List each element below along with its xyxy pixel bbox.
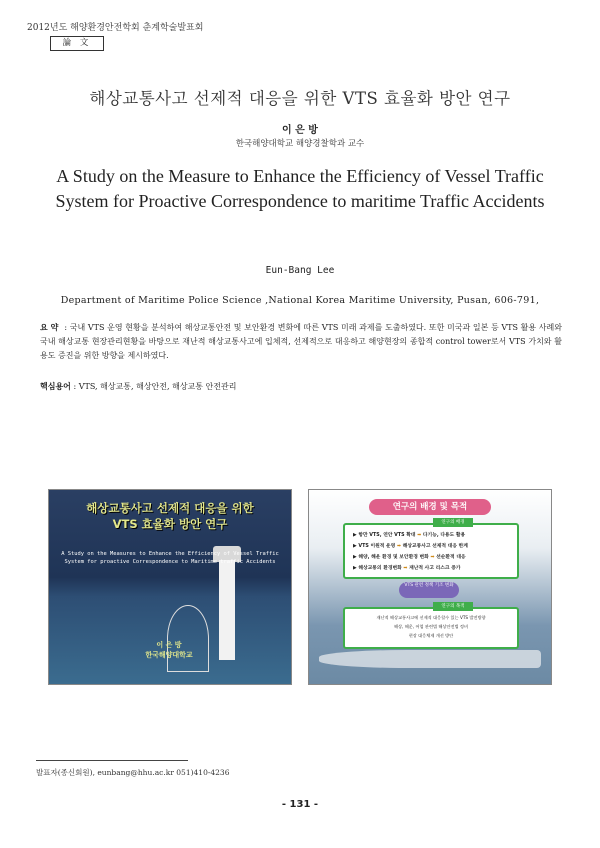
slide1-author [109, 640, 229, 660]
arrow-icon: ➡ [430, 555, 435, 560]
abstract [40, 321, 562, 363]
arrow-icon: ➡ [403, 566, 408, 571]
affiliation-english: Department of Maritime Police Science ,National Korea Maritime University, Pusan, 606-791, [60, 295, 540, 306]
row-right: 선순환적 대응 [436, 555, 466, 560]
slide2-heading: 연구의 배경 및 목적 [369, 499, 491, 515]
footnote: 발표자(종신회원), eunbang@hhu.ac.kr 051)410-4236 [36, 768, 230, 777]
title-slide-image [48, 489, 292, 685]
background-tab: 연구의 배경 [433, 518, 473, 527]
purpose-box [343, 604, 519, 649]
background-row: ▶ VTS 이원적 운영 ➡ 해상교통사고 선제적 대응 한계 [353, 544, 468, 549]
purpose-line: 해상, 해운, 어업 관련법 해상안전법 정비 [393, 624, 469, 629]
slide1-author-name: 이 은 방 [156, 641, 182, 649]
row-left: VTS 이원적 운영 [358, 544, 396, 549]
slide1-title [49, 500, 291, 532]
row-right: 재난적 사고 리스크 증가 [409, 566, 461, 571]
slide1-subtitle: A Study on the Measures to Enhance the Efficiency of Vessel Traffic System for proactive Correspondence to Maritime traffic Accidents [61, 551, 279, 565]
abstract-text: : 국내 VTS 운영 현황을 분석하여 해상교통안전 및 보안환경 변화에 따른 VTS 미래 과제를 도출하였다. 또한 미국과 일본 등 VTS 활용 사례와 국내 해상교통 현장관리현황을 바탕으로 재난적 해상교통사고에 입체적, 선제적으로 대응하고 해양현장의 종합적 control tower로서 VTS 가치와 활용도 증진을 위한 방향을 제시하였다. [40, 323, 562, 360]
slide1-title-line2: VTS 효율화 방안 연구 [112, 517, 228, 531]
purpose-line: 재난적 해상교통사고에 선제적 대응할수 있는 VTS 발전방향 [376, 615, 486, 620]
paper-title-english: A Study on the Measure to Enhance the Efficiency of Vessel Traffic System for Proactive Correspondence to maritime Traffic Accidents [55, 166, 545, 211]
row-left: 항만 VTS, 연안 VTS 확대 [358, 533, 416, 538]
conference-header: 2012년도 해양환경안전학회 춘계학술발표회 [27, 23, 204, 33]
arrow-icon: ➡ [417, 533, 422, 538]
keywords-label: 핵심용어 [40, 382, 71, 391]
antenna-structure [167, 605, 209, 672]
slide1-affiliation: 한국해양대학교 [145, 651, 193, 659]
author-name-english: Eun-Bang Lee [265, 265, 335, 276]
background-purpose-slide-image [308, 489, 552, 685]
affiliation-korean: 한국해양대학교 해양경찰학과 교수 [235, 139, 365, 149]
paper-type-badge: 論 文 [50, 36, 104, 51]
purpose-tab: 연구의 목적 [433, 602, 473, 611]
background-row: ▶ 해상교통의 환경변화 ➡ 재난적 사고 리스크 증가 [353, 566, 461, 571]
row-right: 해상교통사고 선제적 대응 한계 [402, 544, 468, 549]
slide1-title-line1: 해상교통사고 선제적 대응을 위한 [86, 501, 254, 515]
policy-shift-badge: VTS 관련 정책 기조 변화 [399, 582, 459, 598]
ship-illustration [319, 650, 541, 668]
arrow-icon: ➡ [396, 544, 402, 549]
footnote-divider [36, 760, 188, 761]
author-name-korean: 이 은 방 [282, 125, 318, 136]
purpose-line: 현장 대응체제 개선 방안 [408, 633, 454, 638]
keywords [40, 381, 236, 392]
row-left: 해상교통의 환경변화 [358, 566, 402, 571]
background-row: ▶ 항만 VTS, 연안 VTS 확대 ➡ 다기능, 다용도 활용 [353, 533, 466, 538]
row-right: 다기능, 다용도 활용 [422, 533, 466, 538]
keywords-text: : VTS, 해상교통, 해상안전, 해상교통 안전관리 [70, 382, 237, 391]
abstract-label: 요 약 [40, 323, 59, 332]
background-box [343, 520, 519, 579]
page-number: - 131 - [281, 799, 319, 810]
row-left: 해양, 해운 환경 및 보안환경 변화 [358, 555, 429, 560]
background-row: ▶ 해양, 해운 환경 및 보안환경 변화 ➡ 선순환적 대응 [353, 555, 466, 560]
paper-title-korean: 해상교통사고 선제적 대응을 위한 VTS 효율화 방안 연구 [89, 89, 511, 108]
